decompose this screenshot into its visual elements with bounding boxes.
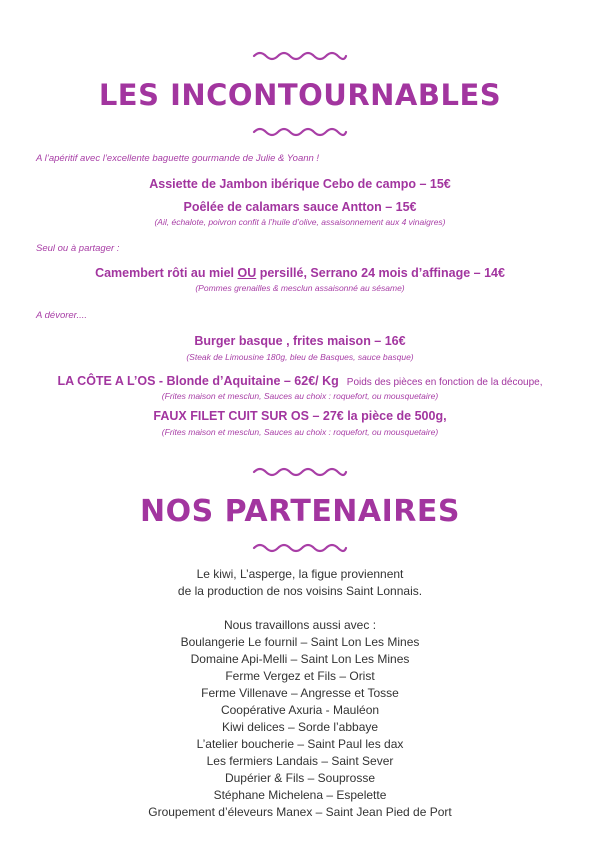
partner-item: L’atelier boucherie – Saint Paul les dax [196,737,404,751]
wave-divider-icon [252,542,348,554]
wave-divider-icon [252,126,348,138]
dish-cote-note: Poids des pièces en fonction de la découpe, [346,377,543,388]
partner-item: Coopérative Axuria - Mauléon [220,703,380,717]
dish-faux-filet-desc: (Frites maison et mesclun, Sauces au choix : roquefort, ou mousquetaire) [161,427,439,437]
dish-camembert: Camembert rôti au miel OU persillé, Serrano 24 mois d’affinage – 14€ [95,266,505,280]
dish-burger: Burger basque , frites maison – 16€ [194,334,406,348]
group-intro-devorer: A dévorer.... [36,310,88,321]
partner-item: Ferme Villenave – Angresse et Tosse [201,686,399,700]
partner-item: Domaine Api-Melli – Saint Lon Les Mines [190,652,410,666]
dish-burger-desc: (Steak de Limousine 180g, bleu de Basques, sauce basque) [186,352,414,362]
partner-item: Kiwi delices – Sorde l’abbaye [221,720,379,734]
section-title-incontournables: LES INCONTOURNABLES [98,78,502,112]
partners-block [0,566,600,821]
partner-item: Dupérier & Fils – Souprosse [224,771,376,785]
group-intro-partager: Seul ou à partager : [36,243,120,254]
partner-item: Stéphane Michelena – Espelette [213,788,387,802]
partner-item: Ferme Vergez et Fils – Orist [225,669,375,683]
partner-item: Groupement d’éleveurs Manex – Saint Jean Pied de Port [148,805,452,819]
dish-cote-desc: (Frites maison et mesclun, Sauces au choix : roquefort, ou mousquetaire) [161,391,439,401]
wave-divider-icon [252,50,348,62]
dish-cote-a-los: LA CÔTE A L’OS - Blonde d’Aquitaine – 62€/ Kg Poids des pièces en fonction de la découpe, [57,374,543,388]
section-title-partenaires: NOS PARTENAIRES [139,494,460,529]
group-intro-aperitif: A l’apéritif avec l’excellente baguette gourmande de Julie & Yoann ! [36,153,320,164]
partners-list-intro: Nous travaillons aussi avec : [223,618,377,632]
partner-item: Les fermiers Landais – Saint Sever [206,754,394,768]
dish-camembert-or: OU [237,266,257,280]
dish-calamars-desc: (Ail, échalote, poivron confit à l’huile d’olive, assaisonnement aux 4 vinaigres) [154,217,446,227]
dish-faux-filet: FAUX FILET CUIT SUR OS – 27€ la pièce de 500g, [153,409,447,423]
wave-divider-icon [252,466,348,478]
partners-intro-line: de la production de nos voisins Saint Lonnais. [177,584,423,598]
partners-intro-line: Le kiwi, L’asperge, la figue proviennent [196,567,404,581]
dish-calamars: Poêlée de calamars sauce Antton – 15€ [183,200,417,214]
dish-jambon: Assiette de Jambon ibérique Cebo de campo – 15€ [149,177,451,191]
dish-camembert-desc: (Pommes grenailles & mesclun assaisonné au sésame) [195,283,405,293]
partner-item: Boulangerie Le fournil – Saint Lon Les Mines [180,635,420,649]
